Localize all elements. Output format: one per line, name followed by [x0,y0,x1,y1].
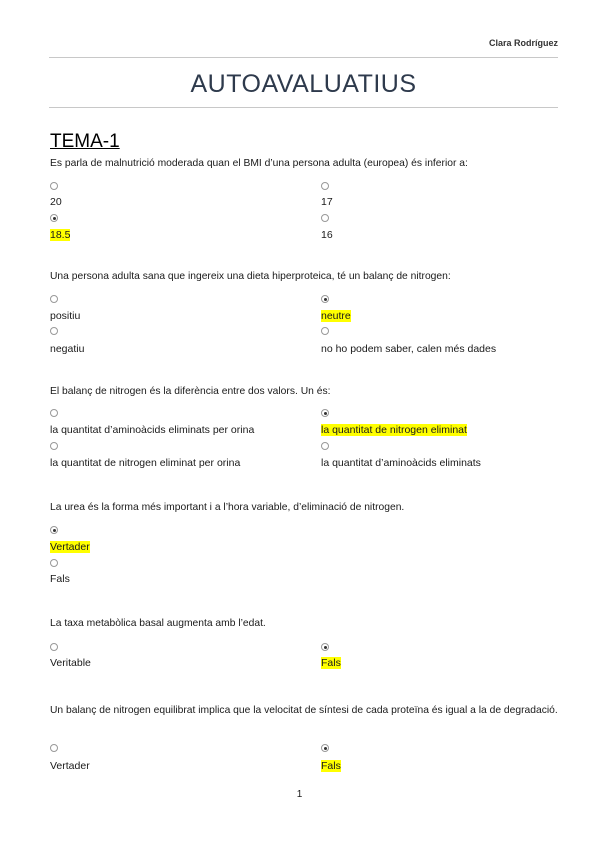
q1-option-3-radio[interactable] [50,214,58,222]
question-5-text: La taxa metabòlica basal augmenta amb l’edat. [50,618,266,629]
header-rule-bottom [49,107,558,108]
page-title: AUTOAVALUATIUS [190,70,417,98]
q2-option-1-radio[interactable] [50,295,58,303]
q6-option-1-radio[interactable] [50,744,58,752]
q2-option-1-label: positiu [50,310,81,322]
author-name: Clara Rodríguez [488,38,558,48]
q5-option-1-label: Veritable [50,657,91,669]
q3-option-2-radio[interactable] [321,409,329,417]
q1-option-3-label: 18.5 [50,229,71,241]
page-number: 1 [296,789,303,800]
q1-option-1-label: 20 [50,196,62,208]
q4-option-1-radio[interactable] [50,526,58,534]
q5-option-2-radio[interactable] [321,643,329,651]
q3-option-3-label: la quantitat de nitrogen eliminat per orina [50,457,241,469]
q4-option-2-label: Fals [50,573,70,585]
q2-option-3-label: negatiu [50,343,85,355]
q2-option-3-radio[interactable] [50,327,58,335]
q2-option-2-radio[interactable] [321,295,329,303]
question-2-text: Una persona adulta sana que ingereix una dieta hiperproteica, té un balanç de nitrogen: [50,271,451,282]
q6-option-2-radio[interactable] [321,744,329,752]
question-3-text: El balanç de nitrogen és la diferència entre dos valors. Un és: [50,386,331,397]
q3-option-2-label: la quantitat de nitrogen eliminat [321,424,467,436]
q1-option-4-radio[interactable] [321,214,329,222]
q5-option-1-radio[interactable] [50,643,58,651]
header-rule-top [49,57,558,58]
question-4-text: La urea és la forma més important i a l’hora variable, d’eliminació de nitrogen. [50,502,405,513]
q6-option-1-label: Vertader [50,760,90,772]
q3-option-4-label: la quantitat d’aminoàcids eliminats [321,457,481,469]
section-heading: TEMA-1 [50,131,120,152]
q2-option-4-radio[interactable] [321,327,329,335]
q3-option-3-radio[interactable] [50,442,58,450]
q5-option-2-label: Fals [321,657,341,669]
q4-option-1-label: Vertader [50,541,90,553]
q1-option-2-label: 17 [321,196,333,208]
q3-option-1-radio[interactable] [50,409,58,417]
q1-option-4-label: 16 [321,229,333,241]
q3-option-1-label: la quantitat d’aminoàcids eliminats per orina [50,424,255,436]
q3-option-4-radio[interactable] [321,442,329,450]
q1-option-2-radio[interactable] [321,182,329,190]
q4-option-2-radio[interactable] [50,559,58,567]
q2-option-2-label: neutre [321,310,351,322]
q6-option-2-label: Fals [321,760,341,772]
q1-option-1-radio[interactable] [50,182,58,190]
question-1-text: Es parla de malnutrició moderada quan el BMI d’una persona adulta (europea) és inferior a: [50,158,468,169]
question-6-text: Un balanç de nitrogen equilibrat implica que la velocitat de síntesi de cada proteïna és igual a la de degradació. [50,705,558,716]
q2-option-4-label: no ho podem saber, calen més dades [321,343,497,355]
